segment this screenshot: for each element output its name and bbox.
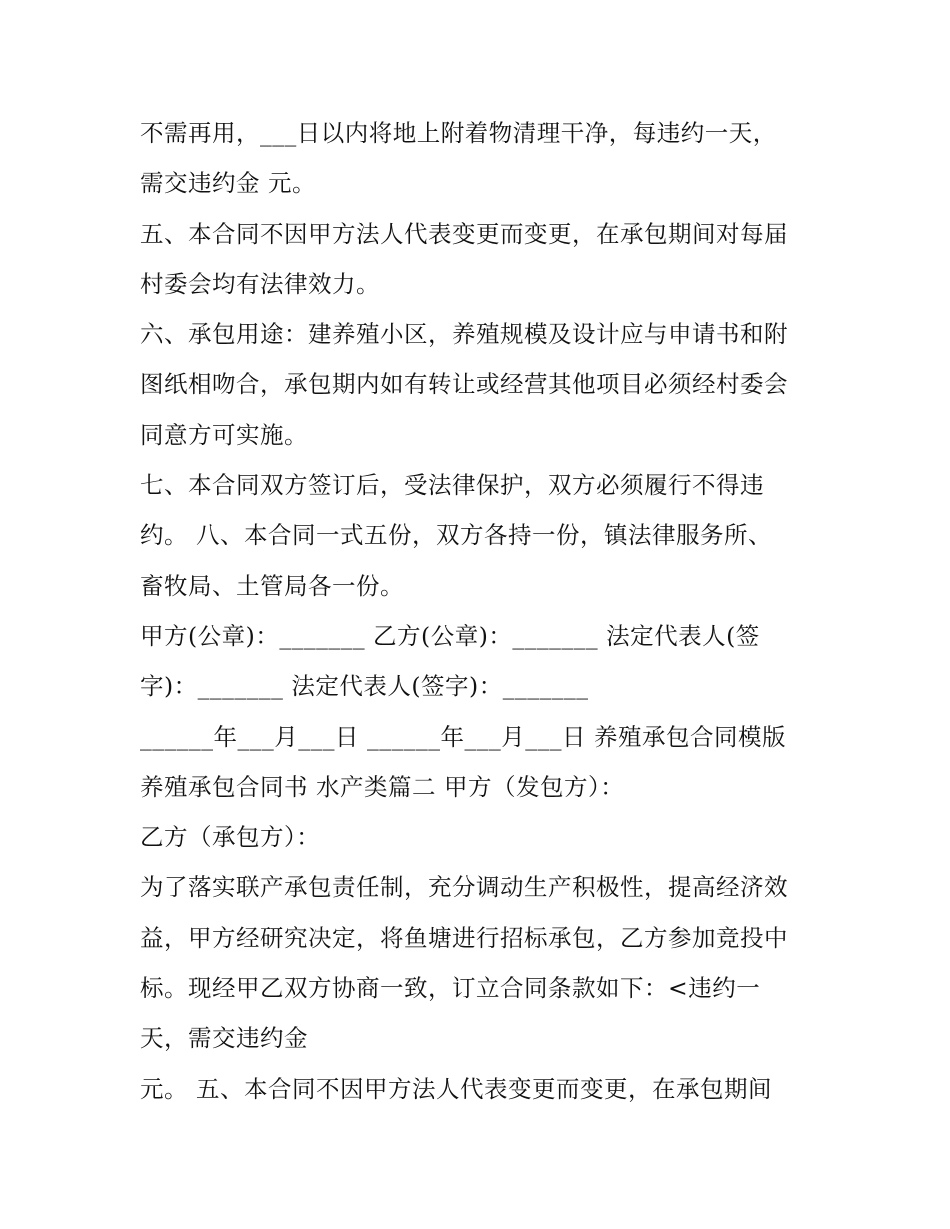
text-line: 村委会均有法律效力。 [140,269,380,298]
date-line: ______年___月___日 ______年___月___日 养殖承包合同模版 [140,722,786,751]
contract-text-body [140,108,830,1114]
text-line: 标。现经甲乙双方协商一致，订立合同条款如下：<违约一 [140,974,761,1003]
text-line: 天，需交违约金 [140,1024,308,1053]
signature-line: 字)：_______ 法定代表人(签字)：_______ [140,672,589,701]
text-line: 七、本合同双方签订后，受法律保护，双方必须履行不得违 [140,471,764,500]
text-line: 养殖承包合同书 水产类篇二 甲方（发包方）： [140,772,625,801]
text-line: 约。 八、本合同一式五份，双方各持一份，镇法律服务所、 [140,521,772,550]
text-line: 同意方可实施。 [140,420,308,449]
signature-line: 甲方(公章)：_______ 乙方(公章)：_______ 法定代表人(签 [140,621,760,650]
text-line: 为了落实联产承包责任制，充分调动生产积极性，提高经济效 [140,873,788,902]
text-line: 六、承包用途：建养殖小区，养殖规模及设计应与申请书和附 [140,320,788,349]
text-line: 不需再用，___日以内将地上附着物清理干净，每违约一天， [140,119,777,147]
text-line: 需交违约金 元。 [140,169,316,198]
text-line: 畜牧局、土管局各一份。 [140,571,404,600]
text-line: 图纸相吻合，承包期内如有转让或经营其他项目必须经村委会 [140,370,788,399]
text-line: 益，甲方经研究决定，将鱼塘进行招标承包，乙方参加竞投中 [140,923,788,952]
text-line: 五、本合同不因甲方法人代表变更而变更，在承包期间对每届 [140,219,788,248]
text-line: 乙方（承包方）： [140,823,321,852]
text-line: 元。 五、本合同不因甲方法人代表变更而变更，在承包期间 [140,1074,772,1103]
